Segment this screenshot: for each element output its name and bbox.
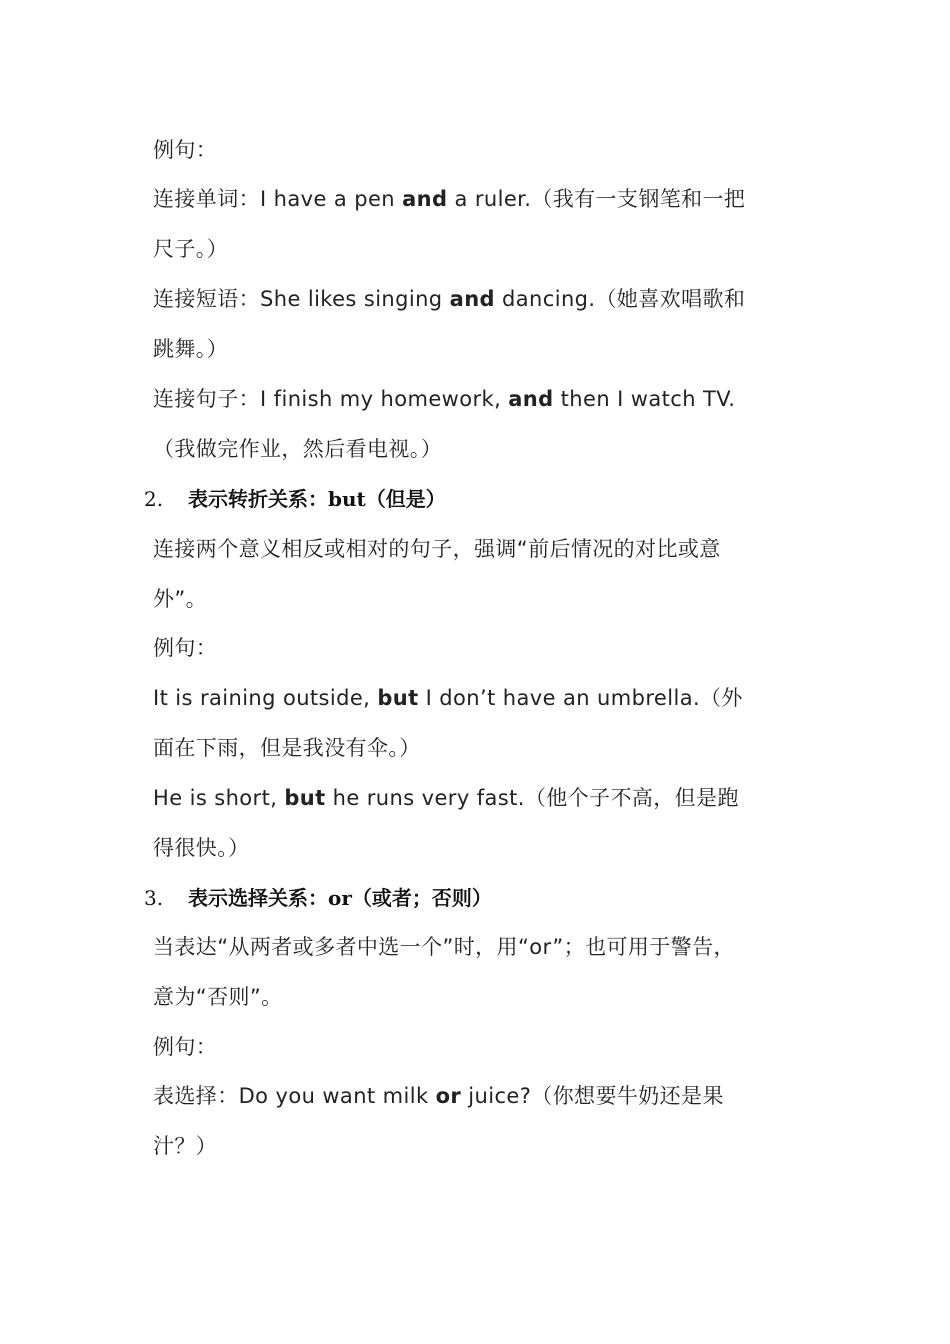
- paragraph-but-cont: 外”。: [153, 587, 208, 611]
- section-title: 表示转折关系：but（但是）: [188, 487, 446, 511]
- text: then I watch TV.: [553, 387, 736, 411]
- keyword-and: and: [449, 287, 495, 311]
- text: 连接单词：I have a pen: [153, 187, 403, 211]
- example-line-phrase-cont: 跳舞。）: [153, 337, 229, 361]
- keyword-but: but: [377, 686, 419, 710]
- text: 表选择：Do you want milk: [153, 1084, 436, 1108]
- text: 连接句子：I finish my homework,: [153, 387, 509, 411]
- text: a ruler.（我有一支钢笔和一把: [447, 187, 746, 211]
- example-line-sentence: [153, 384, 833, 414]
- keyword-or: or: [435, 1084, 462, 1108]
- example-line-choice-cont: 汁？）: [153, 1134, 218, 1158]
- text: I don’t have an umbrella.（外: [418, 686, 743, 710]
- example-line-short: [153, 783, 833, 813]
- section-heading-or: [144, 883, 844, 913]
- example-line-word-cont: 尺子。）: [153, 237, 229, 261]
- text: It is raining outside,: [153, 686, 378, 710]
- keyword-and: and: [508, 387, 554, 411]
- example-line-choice: [153, 1081, 833, 1111]
- example-line-phrase: [153, 284, 833, 314]
- example-line-word: [153, 184, 833, 214]
- example-line-sentence-cont: （我做完作业，然后看电视。）: [153, 437, 443, 461]
- text: 连接短语：She likes singing: [153, 287, 450, 311]
- paragraph-but: 连接两个意义相反或相对的句子，强调“前后情况的对比或意: [153, 537, 721, 561]
- section-number: 3.: [144, 886, 164, 910]
- example-label: 例句：: [153, 636, 218, 660]
- paragraph-or-cont: 意为“否则”。: [153, 985, 283, 1009]
- paragraph-or: 当表达“从两者或多者中选一个”时，用“or”；也可用于警告，: [153, 935, 735, 959]
- section-title: 表示选择关系：or（或者；否则）: [188, 886, 492, 910]
- keyword-and: and: [402, 187, 448, 211]
- example-label: 例句：: [153, 1035, 218, 1059]
- example-label: 例句：: [153, 138, 218, 162]
- example-line-raining-cont: 面在下雨，但是我没有伞。）: [153, 736, 421, 760]
- section-heading-but: [144, 484, 844, 514]
- example-line-raining: [153, 683, 833, 713]
- example-line-short-cont: 得很快。）: [153, 836, 250, 860]
- text: He is short,: [153, 786, 285, 810]
- text: he runs very fast.（他个子不高，但是跑: [325, 786, 739, 810]
- keyword-but: but: [284, 786, 326, 810]
- text: juice?（你想要牛奶还是果: [461, 1084, 724, 1108]
- text: dancing.（她喜欢唱歌和: [494, 287, 746, 311]
- section-number: 2.: [144, 487, 164, 511]
